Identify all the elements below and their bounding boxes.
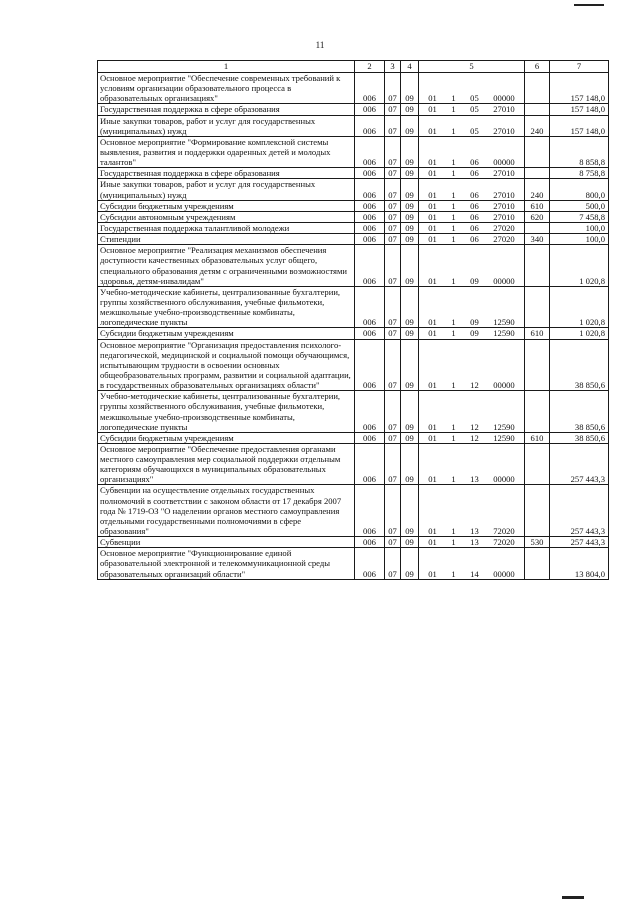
row-subprogram-code: 1 xyxy=(451,125,456,136)
scan-mark-bottom xyxy=(562,896,584,899)
row-program-code: 01 xyxy=(428,317,437,328)
row-expense-type xyxy=(525,485,550,537)
row-code-department: 006 xyxy=(355,537,385,548)
row-code-department: 006 xyxy=(355,104,385,115)
row-code-subsection: 09 xyxy=(401,136,419,167)
row-expense-type: 530 xyxy=(525,537,550,548)
row-name: Учебно-методические кабинеты, централизованные бухгалтерии, группы хозяйственного обслуживания, учебные фильмотеки, межшкольные учебно-производственные комбинаты, логопедические пункты xyxy=(98,286,355,328)
row-amount: 100,0 xyxy=(550,222,609,233)
row-expense-type: 610 xyxy=(525,432,550,443)
row-event-code: 06 xyxy=(470,189,479,200)
row-amount: 7 458,8 xyxy=(550,211,609,222)
row-code-subsection: 09 xyxy=(401,485,419,537)
row-code-department: 006 xyxy=(355,222,385,233)
row-subprogram-code: 1 xyxy=(451,234,456,245)
row-code-section: 07 xyxy=(385,104,401,115)
row-target-article xyxy=(419,245,525,287)
row-code-department: 006 xyxy=(355,432,385,443)
row-code-department: 006 xyxy=(355,136,385,167)
row-event-code: 14 xyxy=(470,568,479,579)
row-amount: 500,0 xyxy=(550,200,609,211)
row-code-subsection: 09 xyxy=(401,245,419,287)
row-target-article xyxy=(419,537,525,548)
row-program-code: 01 xyxy=(428,380,437,391)
row-code-section: 07 xyxy=(385,485,401,537)
header-row xyxy=(98,61,609,73)
row-name: Основное мероприятие "Функционирование единой образовательной электронной и телекоммуникационной среды образовательных организаций области" xyxy=(98,548,355,579)
row-event-code: 09 xyxy=(470,275,479,286)
row-code-department: 006 xyxy=(355,179,385,200)
table-row xyxy=(98,339,609,391)
row-amount: 157 148,0 xyxy=(550,115,609,136)
row-event-code: 13 xyxy=(470,537,479,548)
row-code-subsection: 09 xyxy=(401,443,419,485)
row-name: Основное мероприятие "Обеспечение современных требований к условиям организации образовательного процесса в образовательных организациях" xyxy=(98,73,355,104)
row-direction-code: 27020 xyxy=(493,222,515,233)
row-code-department: 006 xyxy=(355,328,385,339)
row-program-code: 01 xyxy=(428,526,437,537)
row-amount: 38 850,6 xyxy=(550,339,609,391)
row-code-subsection: 09 xyxy=(401,222,419,233)
row-event-code: 06 xyxy=(470,234,479,245)
row-expense-type xyxy=(525,104,550,115)
row-subprogram-code: 1 xyxy=(451,93,456,104)
table-row xyxy=(98,222,609,233)
row-subprogram-code: 1 xyxy=(451,275,456,286)
row-code-section: 07 xyxy=(385,443,401,485)
row-expense-type: 340 xyxy=(525,234,550,245)
row-code-section: 07 xyxy=(385,200,401,211)
table-row xyxy=(98,328,609,339)
row-code-section: 07 xyxy=(385,234,401,245)
row-code-section: 07 xyxy=(385,73,401,104)
row-program-code: 01 xyxy=(428,432,437,443)
header-col-6: 6 xyxy=(525,61,550,73)
row-direction-code: 27010 xyxy=(493,168,515,179)
row-amount: 100,0 xyxy=(550,234,609,245)
row-code-department: 006 xyxy=(355,286,385,328)
table-row xyxy=(98,73,609,104)
table-row xyxy=(98,286,609,328)
header-col-1: 1 xyxy=(98,61,355,73)
row-code-subsection: 09 xyxy=(401,432,419,443)
row-amount: 257 443,3 xyxy=(550,443,609,485)
row-expense-type xyxy=(525,222,550,233)
row-amount: 8 758,8 xyxy=(550,168,609,179)
header-col-2: 2 xyxy=(355,61,385,73)
row-target-article xyxy=(419,179,525,200)
row-subprogram-code: 1 xyxy=(451,317,456,328)
row-direction-code: 12590 xyxy=(493,421,515,432)
row-name: Субвенции на осуществление отдельных государственных полномочий в соответствии с законом области от 17 декабря 2007 года № 1719-ОЗ "О наделении органов местного самоуправления отдельными государственными полномочиями в сфере образования" xyxy=(98,485,355,537)
row-event-code: 06 xyxy=(470,211,479,222)
row-name: Субсидии бюджетным учреждениям xyxy=(98,328,355,339)
row-target-article xyxy=(419,286,525,328)
row-name: Учебно-методические кабинеты, централизованные бухгалтерии, группы хозяйственного обслуживания, учебные фильмотеки, межшкольные учебно-производственные комбинаты, логопедические пункты xyxy=(98,391,355,433)
row-code-subsection: 09 xyxy=(401,286,419,328)
row-direction-code: 00000 xyxy=(493,157,515,168)
row-subprogram-code: 1 xyxy=(451,432,456,443)
row-program-code: 01 xyxy=(428,200,437,211)
row-direction-code: 12590 xyxy=(493,432,515,443)
row-code-section: 07 xyxy=(385,391,401,433)
row-program-code: 01 xyxy=(428,222,437,233)
scan-mark-top xyxy=(574,4,604,6)
row-subprogram-code: 1 xyxy=(451,168,456,179)
row-code-department: 006 xyxy=(355,115,385,136)
header-col-7: 7 xyxy=(550,61,609,73)
row-program-code: 01 xyxy=(428,421,437,432)
row-event-code: 12 xyxy=(470,421,479,432)
row-target-article xyxy=(419,104,525,115)
row-event-code: 05 xyxy=(470,104,479,115)
row-subprogram-code: 1 xyxy=(451,104,456,115)
row-event-code: 05 xyxy=(470,125,479,136)
row-expense-type xyxy=(525,443,550,485)
table-row xyxy=(98,168,609,179)
row-amount: 38 850,6 xyxy=(550,432,609,443)
row-expense-type: 240 xyxy=(525,115,550,136)
row-direction-code: 00000 xyxy=(493,568,515,579)
row-name: Субсидии автономным учреждениям xyxy=(98,211,355,222)
row-name: Стипендии xyxy=(98,234,355,245)
row-code-department: 006 xyxy=(355,245,385,287)
row-subprogram-code: 1 xyxy=(451,211,456,222)
row-target-article xyxy=(419,168,525,179)
row-code-section: 07 xyxy=(385,548,401,579)
row-amount: 8 858,8 xyxy=(550,136,609,167)
row-program-code: 01 xyxy=(428,211,437,222)
page-number: 11 xyxy=(315,40,325,50)
row-event-code: 06 xyxy=(470,168,479,179)
row-amount: 157 148,0 xyxy=(550,73,609,104)
row-code-department: 006 xyxy=(355,73,385,104)
row-target-article xyxy=(419,136,525,167)
row-code-section: 07 xyxy=(385,245,401,287)
row-expense-type xyxy=(525,391,550,433)
row-code-section: 07 xyxy=(385,211,401,222)
row-code-section: 07 xyxy=(385,179,401,200)
row-expense-type: 610 xyxy=(525,328,550,339)
row-name: Основное мероприятие "Обеспечение предоставления органами местного самоуправления мер социальной поддержки отдельным категориям обучающихся в муниципальных образовательных организациях" xyxy=(98,443,355,485)
header-col-4: 4 xyxy=(401,61,419,73)
row-code-section: 07 xyxy=(385,115,401,136)
row-code-subsection: 09 xyxy=(401,179,419,200)
row-subprogram-code: 1 xyxy=(451,421,456,432)
row-subprogram-code: 1 xyxy=(451,189,456,200)
row-target-article xyxy=(419,234,525,245)
row-expense-type xyxy=(525,339,550,391)
row-target-article xyxy=(419,432,525,443)
table-row xyxy=(98,391,609,433)
table-row xyxy=(98,443,609,485)
row-event-code: 05 xyxy=(470,93,479,104)
row-direction-code: 00000 xyxy=(493,275,515,286)
row-direction-code: 72020 xyxy=(493,537,515,548)
row-target-article xyxy=(419,391,525,433)
row-code-section: 07 xyxy=(385,222,401,233)
row-program-code: 01 xyxy=(428,104,437,115)
row-target-article xyxy=(419,115,525,136)
header-col-3: 3 xyxy=(385,61,401,73)
row-event-code: 12 xyxy=(470,432,479,443)
table-row xyxy=(98,245,609,287)
row-code-subsection: 09 xyxy=(401,200,419,211)
row-code-section: 07 xyxy=(385,339,401,391)
row-code-section: 07 xyxy=(385,286,401,328)
row-subprogram-code: 1 xyxy=(451,568,456,579)
row-name: Основное мероприятие "Реализация механизмов обеспечения доступности качественных образовательных услуг общего, специального образования детям с ограниченными возможностями здоровья, детям-инвалидам" xyxy=(98,245,355,287)
row-target-article xyxy=(419,328,525,339)
row-target-article xyxy=(419,443,525,485)
row-expense-type: 620 xyxy=(525,211,550,222)
row-name: Основное мероприятие "Формирование комплексной системы выявления, развития и поддержки одаренных детей и молодых талантов" xyxy=(98,136,355,167)
row-program-code: 01 xyxy=(428,474,437,485)
row-direction-code: 00000 xyxy=(493,474,515,485)
row-expense-type xyxy=(525,286,550,328)
table-row xyxy=(98,485,609,537)
row-expense-type xyxy=(525,245,550,287)
row-subprogram-code: 1 xyxy=(451,222,456,233)
row-target-article xyxy=(419,548,525,579)
row-program-code: 01 xyxy=(428,189,437,200)
row-subprogram-code: 1 xyxy=(451,537,456,548)
row-program-code: 01 xyxy=(428,275,437,286)
table-row xyxy=(98,104,609,115)
table-row xyxy=(98,136,609,167)
row-expense-type: 240 xyxy=(525,179,550,200)
row-target-article xyxy=(419,485,525,537)
table-row xyxy=(98,234,609,245)
row-direction-code: 27010 xyxy=(493,104,515,115)
row-event-code: 09 xyxy=(470,328,479,339)
row-program-code: 01 xyxy=(428,125,437,136)
row-code-department: 006 xyxy=(355,339,385,391)
row-subprogram-code: 1 xyxy=(451,380,456,391)
row-direction-code: 72020 xyxy=(493,526,515,537)
row-code-department: 006 xyxy=(355,211,385,222)
row-name: Государственная поддержка талантливой молодежи xyxy=(98,222,355,233)
row-code-subsection: 09 xyxy=(401,391,419,433)
row-name: Субсидии бюджетным учреждениям xyxy=(98,200,355,211)
row-program-code: 01 xyxy=(428,157,437,168)
row-event-code: 12 xyxy=(470,380,479,391)
row-amount: 257 443,3 xyxy=(550,537,609,548)
row-direction-code: 27020 xyxy=(493,234,515,245)
table-body xyxy=(98,73,609,580)
row-code-section: 07 xyxy=(385,432,401,443)
row-amount: 1 020,8 xyxy=(550,328,609,339)
row-code-department: 006 xyxy=(355,391,385,433)
table-row xyxy=(98,537,609,548)
row-amount: 13 804,0 xyxy=(550,548,609,579)
row-event-code: 06 xyxy=(470,222,479,233)
row-code-subsection: 09 xyxy=(401,537,419,548)
row-program-code: 01 xyxy=(428,568,437,579)
table-row xyxy=(98,548,609,579)
row-code-subsection: 09 xyxy=(401,104,419,115)
row-direction-code: 27010 xyxy=(493,189,515,200)
row-target-article xyxy=(419,200,525,211)
row-amount: 38 850,6 xyxy=(550,391,609,433)
row-code-subsection: 09 xyxy=(401,328,419,339)
row-code-section: 07 xyxy=(385,136,401,167)
row-name: Иные закупки товаров, работ и услуг для государственных (муниципальных) нужд xyxy=(98,179,355,200)
table-row xyxy=(98,115,609,136)
row-program-code: 01 xyxy=(428,234,437,245)
row-subprogram-code: 1 xyxy=(451,526,456,537)
row-subprogram-code: 1 xyxy=(451,328,456,339)
row-event-code: 13 xyxy=(470,526,479,537)
table-row xyxy=(98,200,609,211)
row-direction-code: 00000 xyxy=(493,93,515,104)
budget-table xyxy=(97,60,609,580)
row-event-code: 09 xyxy=(470,317,479,328)
row-code-department: 006 xyxy=(355,443,385,485)
row-direction-code: 27010 xyxy=(493,125,515,136)
row-code-section: 07 xyxy=(385,168,401,179)
row-direction-code: 12590 xyxy=(493,317,515,328)
row-name: Государственная поддержка в сфере образования xyxy=(98,168,355,179)
row-expense-type: 610 xyxy=(525,200,550,211)
row-code-department: 006 xyxy=(355,548,385,579)
row-target-article xyxy=(419,339,525,391)
row-code-department: 006 xyxy=(355,234,385,245)
row-program-code: 01 xyxy=(428,328,437,339)
row-event-code: 13 xyxy=(470,474,479,485)
row-expense-type xyxy=(525,73,550,104)
row-target-article xyxy=(419,73,525,104)
row-program-code: 01 xyxy=(428,168,437,179)
row-code-section: 07 xyxy=(385,328,401,339)
row-amount: 257 443,3 xyxy=(550,485,609,537)
row-amount: 1 020,8 xyxy=(550,286,609,328)
row-program-code: 01 xyxy=(428,537,437,548)
row-code-department: 006 xyxy=(355,485,385,537)
row-name: Субвенции xyxy=(98,537,355,548)
row-event-code: 06 xyxy=(470,157,479,168)
row-direction-code: 00000 xyxy=(493,380,515,391)
row-expense-type xyxy=(525,548,550,579)
row-code-subsection: 09 xyxy=(401,339,419,391)
row-direction-code: 27010 xyxy=(493,211,515,222)
row-code-subsection: 09 xyxy=(401,115,419,136)
row-target-article xyxy=(419,222,525,233)
row-subprogram-code: 1 xyxy=(451,474,456,485)
row-code-subsection: 09 xyxy=(401,211,419,222)
row-subprogram-code: 1 xyxy=(451,157,456,168)
table-row xyxy=(98,432,609,443)
header-col-5: 5 xyxy=(419,61,525,73)
row-code-subsection: 09 xyxy=(401,548,419,579)
row-code-subsection: 09 xyxy=(401,73,419,104)
table-row xyxy=(98,179,609,200)
row-expense-type xyxy=(525,136,550,167)
table-row xyxy=(98,211,609,222)
row-code-subsection: 09 xyxy=(401,168,419,179)
row-name: Иные закупки товаров, работ и услуг для государственных (муниципальных) нужд xyxy=(98,115,355,136)
row-code-department: 006 xyxy=(355,200,385,211)
row-amount: 800,0 xyxy=(550,179,609,200)
row-target-article xyxy=(419,211,525,222)
row-amount: 1 020,8 xyxy=(550,245,609,287)
row-event-code: 06 xyxy=(470,200,479,211)
row-name: Субсидии бюджетным учреждениям xyxy=(98,432,355,443)
row-amount: 157 148,0 xyxy=(550,104,609,115)
row-code-department: 006 xyxy=(355,168,385,179)
row-direction-code: 12590 xyxy=(493,328,515,339)
row-code-section: 07 xyxy=(385,537,401,548)
row-program-code: 01 xyxy=(428,93,437,104)
row-name: Основное мероприятие "Организация предоставления психолого-педагогической, медицинской и социальной помощи обучающимся, испытывающим трудности в освоении основных общеобразовательных программ, развитии и социальной адаптации, в государственных образовательных организациях области" xyxy=(98,339,355,391)
row-code-subsection: 09 xyxy=(401,234,419,245)
row-direction-code: 27010 xyxy=(493,200,515,211)
row-name: Государственная поддержка в сфере образования xyxy=(98,104,355,115)
row-expense-type xyxy=(525,168,550,179)
row-subprogram-code: 1 xyxy=(451,200,456,211)
